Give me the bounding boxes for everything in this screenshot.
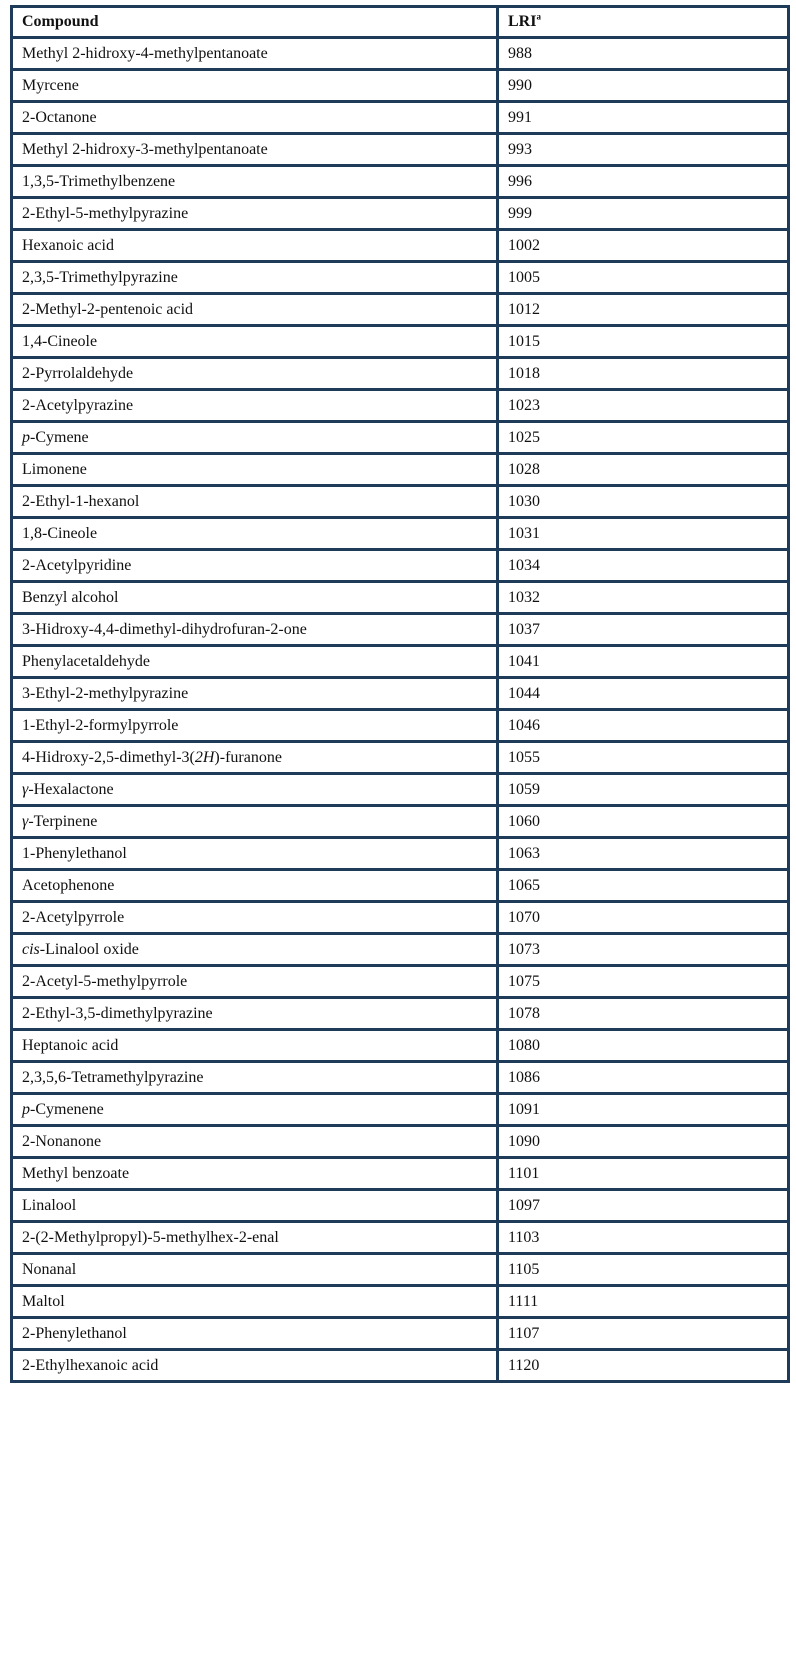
- compound-name-cell: [12, 902, 498, 934]
- lri-value-cell: [498, 1222, 789, 1254]
- table-row: [12, 774, 789, 806]
- compound-name-cell: [12, 550, 498, 582]
- table-row: [12, 230, 789, 262]
- table-row: [12, 1030, 789, 1062]
- compound-name: Nonanal: [22, 1260, 77, 1278]
- lri-value: 1015: [508, 332, 540, 350]
- lri-value: 1031: [508, 524, 540, 542]
- lri-value: 996: [508, 172, 532, 190]
- table-row: [12, 614, 789, 646]
- compound-name-cell: [12, 870, 498, 902]
- compound-name: -Cymenene: [30, 1100, 104, 1118]
- table-row: [12, 1350, 789, 1382]
- table-row: [12, 1254, 789, 1286]
- lri-value: 1097: [508, 1196, 540, 1214]
- table-row: [12, 1094, 789, 1126]
- lri-value-cell: [498, 646, 789, 678]
- compound-name-cell: [12, 134, 498, 166]
- compound-name-cell: [12, 358, 498, 390]
- lri-value-cell: [498, 1318, 789, 1350]
- table-row: [12, 1222, 789, 1254]
- compound-name-cell: [12, 1126, 498, 1158]
- compound-table-container: [10, 5, 787, 1383]
- compound-name: 2-Ethyl-1-hexanol: [22, 492, 140, 510]
- lri-value: 1037: [508, 620, 540, 638]
- table-row: [12, 262, 789, 294]
- table-row: [12, 902, 789, 934]
- compound-name: 3-Hidroxy-4,4-dimethyl-dihydrofuran-2-one: [22, 620, 307, 638]
- compound-name: 2-(2-Methylpropyl)-5-methylhex-2-enal: [22, 1228, 279, 1246]
- compound-name: 2-Ethylhexanoic acid: [22, 1356, 159, 1374]
- lri-value: 1018: [508, 364, 540, 382]
- lri-value-cell: [498, 1254, 789, 1286]
- compound-name: 2,3,5,6-Tetramethylpyrazine: [22, 1068, 204, 1086]
- compound-column-header: Compound: [12, 7, 498, 38]
- compound-name-cell: [12, 166, 498, 198]
- compound-name: Methyl 2-hidroxy-3-methylpentanoate: [22, 140, 268, 158]
- lri-value: 1034: [508, 556, 540, 574]
- compound-name-prefix: p: [22, 428, 30, 446]
- table-row: [12, 966, 789, 998]
- lri-value: 1044: [508, 684, 540, 702]
- table-row: [12, 1318, 789, 1350]
- lri-value: 1107: [508, 1324, 540, 1342]
- lri-value: 1028: [508, 460, 540, 478]
- lri-value: 1075: [508, 972, 540, 990]
- lri-value: 1063: [508, 844, 540, 862]
- table-row: [12, 550, 789, 582]
- compound-name-cell: [12, 742, 498, 774]
- table-row: [12, 1062, 789, 1094]
- compound-name: Methyl benzoate: [22, 1164, 130, 1182]
- lri-footnote-mark: a: [536, 11, 541, 22]
- compound-name-cell: [12, 678, 498, 710]
- lri-value: 1046: [508, 716, 540, 734]
- lri-value-cell: [498, 1190, 789, 1222]
- compound-name: 1-Phenylethanol: [22, 844, 127, 862]
- compound-name-cell: [12, 934, 498, 966]
- compound-name: 2-Ethyl-5-methylpyrazine: [22, 204, 189, 222]
- table-row: [12, 390, 789, 422]
- lri-value-cell: [498, 1030, 789, 1062]
- table-row: [12, 454, 789, 486]
- lri-value-cell: [498, 230, 789, 262]
- table-row: [12, 358, 789, 390]
- compound-name-cell: [12, 806, 498, 838]
- lri-value: 988: [508, 44, 532, 62]
- lri-value: 1055: [508, 748, 540, 766]
- compound-name: 1,8-Cineole: [22, 524, 98, 542]
- lri-value-cell: [498, 998, 789, 1030]
- compound-name-italic: 2H: [194, 748, 215, 766]
- table-row: [12, 582, 789, 614]
- compound-name: 2-Phenylethanol: [22, 1324, 127, 1342]
- table-row: [12, 486, 789, 518]
- compound-name-cell: [12, 262, 498, 294]
- compound-name-cell: [12, 1286, 498, 1318]
- compound-name: 2-Acetyl-5-methylpyrrole: [22, 972, 188, 990]
- compound-name-prefix: cis: [22, 940, 40, 958]
- table-row: [12, 998, 789, 1030]
- lri-value-cell: [498, 934, 789, 966]
- compound-name-cell: [12, 998, 498, 1030]
- compound-name-cell: [12, 1318, 498, 1350]
- lri-column-header: LRI$^a$: [498, 7, 789, 38]
- compound-name: Heptanoic acid: [22, 1036, 119, 1054]
- lri-value: 1086: [508, 1068, 540, 1086]
- compound-name-prefix: γ: [22, 780, 29, 798]
- lri-value: 1025: [508, 428, 540, 446]
- lri-value: 1059: [508, 780, 540, 798]
- lri-value: 1030: [508, 492, 540, 510]
- compound-name: 2-Pyrrolaldehyde: [22, 364, 134, 382]
- compound-name: 4-Hidroxy-2,5-dimethyl-3(: [22, 748, 195, 766]
- lri-value: 1073: [508, 940, 540, 958]
- table-row: [12, 1126, 789, 1158]
- table-row: [12, 1286, 789, 1318]
- lri-value-cell: [498, 454, 789, 486]
- lri-value-cell: [498, 806, 789, 838]
- lri-value: 1032: [508, 588, 540, 606]
- lri-value-cell: [498, 166, 789, 198]
- compound-name: Acetophenone: [22, 876, 115, 894]
- compound-name-cell: [12, 1030, 498, 1062]
- compound-name: -Hexalactone: [28, 780, 114, 798]
- lri-value-cell: [498, 1126, 789, 1158]
- compound-name-cell: [12, 1350, 498, 1382]
- lri-value-cell: [498, 198, 789, 230]
- lri-value: 1012: [508, 300, 540, 318]
- compound-name: 2-Acetylpyridine: [22, 556, 132, 574]
- lri-value: 1041: [508, 652, 540, 670]
- lri-value: 1023: [508, 396, 540, 414]
- compound-name-cell: [12, 646, 498, 678]
- lri-value-cell: [498, 902, 789, 934]
- lri-value-cell: [498, 870, 789, 902]
- table-row: [12, 326, 789, 358]
- lri-value: 990: [508, 76, 532, 94]
- compound-name: -Cymene: [30, 428, 89, 446]
- compound-name-cell: [12, 518, 498, 550]
- lri-value: 1103: [508, 1228, 540, 1246]
- table-row: [12, 1190, 789, 1222]
- compound-name: Hexanoic acid: [22, 236, 114, 254]
- compound-name-cell: [12, 710, 498, 742]
- table-row: [12, 678, 789, 710]
- lri-value-cell: [498, 966, 789, 998]
- lri-value: 1080: [508, 1036, 540, 1054]
- compound-name-cell: [12, 390, 498, 422]
- lri-value-cell: [498, 614, 789, 646]
- table-row: [12, 294, 789, 326]
- lri-value: 991: [508, 108, 532, 126]
- lri-value: 1060: [508, 812, 540, 830]
- lri-value-cell: [498, 294, 789, 326]
- compound-name: 1-Ethyl-2-formylpyrrole: [22, 716, 179, 734]
- table-row: [12, 422, 789, 454]
- lri-value: 1090: [508, 1132, 540, 1150]
- compound-name: Linalool: [22, 1196, 77, 1214]
- lri-value-cell: [498, 550, 789, 582]
- lri-value-cell: [498, 390, 789, 422]
- compound-name-cell: [12, 838, 498, 870]
- lri-value: 1065: [508, 876, 540, 894]
- lri-value-cell: [498, 486, 789, 518]
- compound-name-cell: [12, 1094, 498, 1126]
- lri-value-cell: [498, 1158, 789, 1190]
- lri-value: 1078: [508, 1004, 540, 1022]
- table-row: [12, 198, 789, 230]
- compound-name: 1,3,5-Trimethylbenzene: [22, 172, 176, 190]
- lri-value-cell: [498, 422, 789, 454]
- table-header-row: [12, 7, 789, 38]
- compound-name: 2-Ethyl-3,5-dimethylpyrazine: [22, 1004, 213, 1022]
- compound-name: -Terpinene: [28, 812, 98, 830]
- lri-value: 1005: [508, 268, 540, 286]
- compound-name: -Linalool oxide: [39, 940, 139, 958]
- lri-value: 1002: [508, 236, 540, 254]
- lri-value-cell: [498, 710, 789, 742]
- lri-value: 1091: [508, 1100, 540, 1118]
- table-row: [12, 38, 789, 70]
- compound-name-cell: [12, 486, 498, 518]
- compound-name-suffix: )-furanone: [214, 748, 282, 766]
- compound-name: 2-Octanone: [22, 108, 97, 126]
- table-row: [12, 646, 789, 678]
- lri-value-cell: [498, 1350, 789, 1382]
- lri-value-cell: [498, 774, 789, 806]
- lri-value-cell: [498, 38, 789, 70]
- lri-value-cell: [498, 326, 789, 358]
- lri-value: 1105: [508, 1260, 540, 1278]
- table-row: [12, 934, 789, 966]
- lri-value: 1111: [508, 1292, 539, 1310]
- table-row: [12, 166, 789, 198]
- table-body: [12, 38, 789, 1382]
- lri-value-cell: [498, 358, 789, 390]
- lri-value: 1101: [508, 1164, 540, 1182]
- lri-value-cell: [498, 678, 789, 710]
- table-row: [12, 742, 789, 774]
- table-row: [12, 806, 789, 838]
- compound-name: Benzyl alcohol: [22, 588, 119, 606]
- compound-name-cell: [12, 326, 498, 358]
- compound-name-cell: [12, 582, 498, 614]
- compound-name-cell: [12, 1190, 498, 1222]
- lri-value-cell: [498, 1094, 789, 1126]
- compound-name-cell: [12, 614, 498, 646]
- compound-name: 2-Acetylpyrazine: [22, 396, 134, 414]
- table-row: [12, 102, 789, 134]
- compound-name-cell: [12, 294, 498, 326]
- compound-name-cell: [12, 774, 498, 806]
- compound-name: 3-Ethyl-2-methylpyrazine: [22, 684, 189, 702]
- compound-name-cell: [12, 198, 498, 230]
- compound-name-cell: [12, 966, 498, 998]
- compound-lri-table: [10, 5, 790, 1383]
- lri-value-cell: [498, 102, 789, 134]
- table-row: [12, 870, 789, 902]
- compound-name-cell: [12, 70, 498, 102]
- compound-name: 2-Nonanone: [22, 1132, 102, 1150]
- compound-name-cell: [12, 1222, 498, 1254]
- table-row: [12, 518, 789, 550]
- compound-name: Methyl 2-hidroxy-4-methylpentanoate: [22, 44, 268, 62]
- compound-name-cell: [12, 1158, 498, 1190]
- table-row: [12, 1158, 789, 1190]
- lri-value-cell: [498, 70, 789, 102]
- compound-name-cell: [12, 1254, 498, 1286]
- lri-value-cell: [498, 1062, 789, 1094]
- lri-value: 999: [508, 204, 532, 222]
- table-row: [12, 838, 789, 870]
- compound-name: Phenylacetaldehyde: [22, 652, 150, 670]
- lri-value-cell: [498, 1286, 789, 1318]
- lri-value-cell: [498, 582, 789, 614]
- lri-value-cell: [498, 518, 789, 550]
- table-row: [12, 710, 789, 742]
- compound-name-cell: [12, 422, 498, 454]
- compound-name: 2-Methyl-2-pentenoic acid: [22, 300, 194, 318]
- compound-name-cell: [12, 1062, 498, 1094]
- compound-name: Myrcene: [22, 76, 79, 94]
- lri-value-cell: [498, 262, 789, 294]
- compound-name: 2-Acetylpyrrole: [22, 908, 125, 926]
- compound-name-cell: [12, 102, 498, 134]
- compound-name-cell: [12, 38, 498, 70]
- compound-name: 1,4-Cineole: [22, 332, 98, 350]
- lri-value: 993: [508, 140, 532, 158]
- lri-value: 1070: [508, 908, 540, 926]
- compound-name: Maltol: [22, 1292, 65, 1310]
- table-row: [12, 134, 789, 166]
- compound-name-prefix: γ: [22, 812, 29, 830]
- compound-name-cell: [12, 454, 498, 486]
- lri-value-cell: [498, 134, 789, 166]
- lri-value-cell: [498, 742, 789, 774]
- compound-name: Limonene: [22, 460, 87, 478]
- table-row: [12, 70, 789, 102]
- compound-name-cell: [12, 230, 498, 262]
- compound-name: 2,3,5-Trimethylpyrazine: [22, 268, 178, 286]
- compound-name-prefix: p: [22, 1100, 30, 1118]
- lri-value: 1120: [508, 1356, 540, 1374]
- lri-value-cell: [498, 838, 789, 870]
